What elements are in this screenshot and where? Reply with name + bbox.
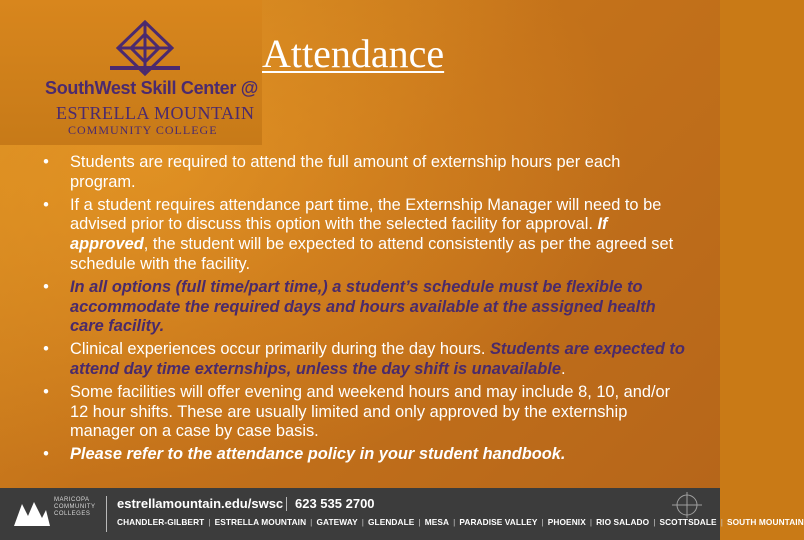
bullet-list [40,153,690,468]
bullet-dot-icon: • [43,382,49,401]
footer-divider [106,496,107,532]
campus-separator: | [418,517,421,527]
bullet-item [40,278,690,337]
bullet-item [40,196,690,275]
bullet-text: If approved [70,215,608,254]
campus-link[interactable]: RIO SALADO [596,517,650,527]
maricopa-wordmark [54,497,96,518]
campus-link[interactable]: GLENDALE [367,517,415,527]
footer-bar [0,488,804,540]
campus-link[interactable]: GATEWAY [316,517,358,527]
bullet-item [40,153,690,193]
bullet-text: If a student requires attendance part time, the Externship Manager will need to be advised prior to discuss this option with the selected facility for approval. [70,195,662,234]
maricopa-line: COMMUNITY [54,504,96,510]
bullet-text: Please refer to the attendance policy in your student handbook. [70,445,566,464]
phone-number: 623 535 2700 [295,496,375,511]
bullet-text: , the student will be expected to attend consistently as per the agreed set schedule with the facility. [70,235,674,273]
bullet-text: Clinical experiences occur primarily during the day hours. [70,340,490,359]
campus-separator: | [653,517,656,527]
campus-list [117,517,804,527]
bullet-text: Some facilities will offer evening and weekend hours and may include 8, 10, and/or 12 hour shifts. These are usually limited and only approved by the externship manager on a case by case basis. [70,382,671,441]
campus-link[interactable]: ESTRELLA MOUNTAIN [214,517,307,527]
campus-separator: | [310,517,313,527]
campus-separator: | [453,517,456,527]
bullet-item [40,340,690,380]
maricopa-line: COLLEGES [54,511,91,517]
campus-link[interactable]: CHANDLER-GILBERT [117,517,205,527]
campus-separator: | [541,517,544,527]
campus-separator: | [208,517,211,527]
bullet-text: Students are required to attend the full amount of externship hours per each program. [70,153,621,191]
bullet-dot-icon: • [43,277,49,296]
bullet-dot-icon: • [43,445,49,464]
logo-line2: ESTRELLA MOUNTAIN [56,103,255,123]
campus-link[interactable]: PARADISE VALLEY [459,517,538,527]
campus-link[interactable]: SOUTH MOUNTAIN [726,517,804,527]
bullet-text: . [560,359,566,378]
swsc-logo-icon [110,20,180,76]
decorative-circle-icon [672,492,702,518]
logo-line1: SouthWest Skill Center @ [45,78,259,98]
campus-separator: | [589,517,593,527]
campus-link[interactable]: PHOENIX [547,517,586,527]
maricopa-logo-icon [12,498,52,528]
campus-link[interactable]: MESA [424,517,450,527]
campus-separator: | [720,517,723,527]
website-link[interactable]: estrellamountain.edu/swsc [117,496,284,511]
logo-line3: COMMUNITY COLLEGE [68,123,218,137]
logo-panel [0,0,262,145]
bullet-dot-icon: • [43,340,49,359]
bullet-text: Students are expected to attend day time externships, unless the day shift is unavailable [70,340,685,378]
footer-separator [286,497,287,511]
campus-link[interactable]: SCOTTSDALE [659,517,717,527]
bullet-item [40,445,690,465]
maricopa-line: MARICOPA [54,497,90,503]
bullet-text: In all options (full time/part time,) a student’s schedule must be flexible to accommodate the required days and hours available at the assigned health care facility. [70,277,656,336]
bullet-dot-icon: • [43,153,49,171]
bullet-item [40,383,690,442]
bullet-dot-icon: • [43,195,49,214]
page-title: Attendance [262,31,445,76]
campus-separator: | [361,517,364,527]
